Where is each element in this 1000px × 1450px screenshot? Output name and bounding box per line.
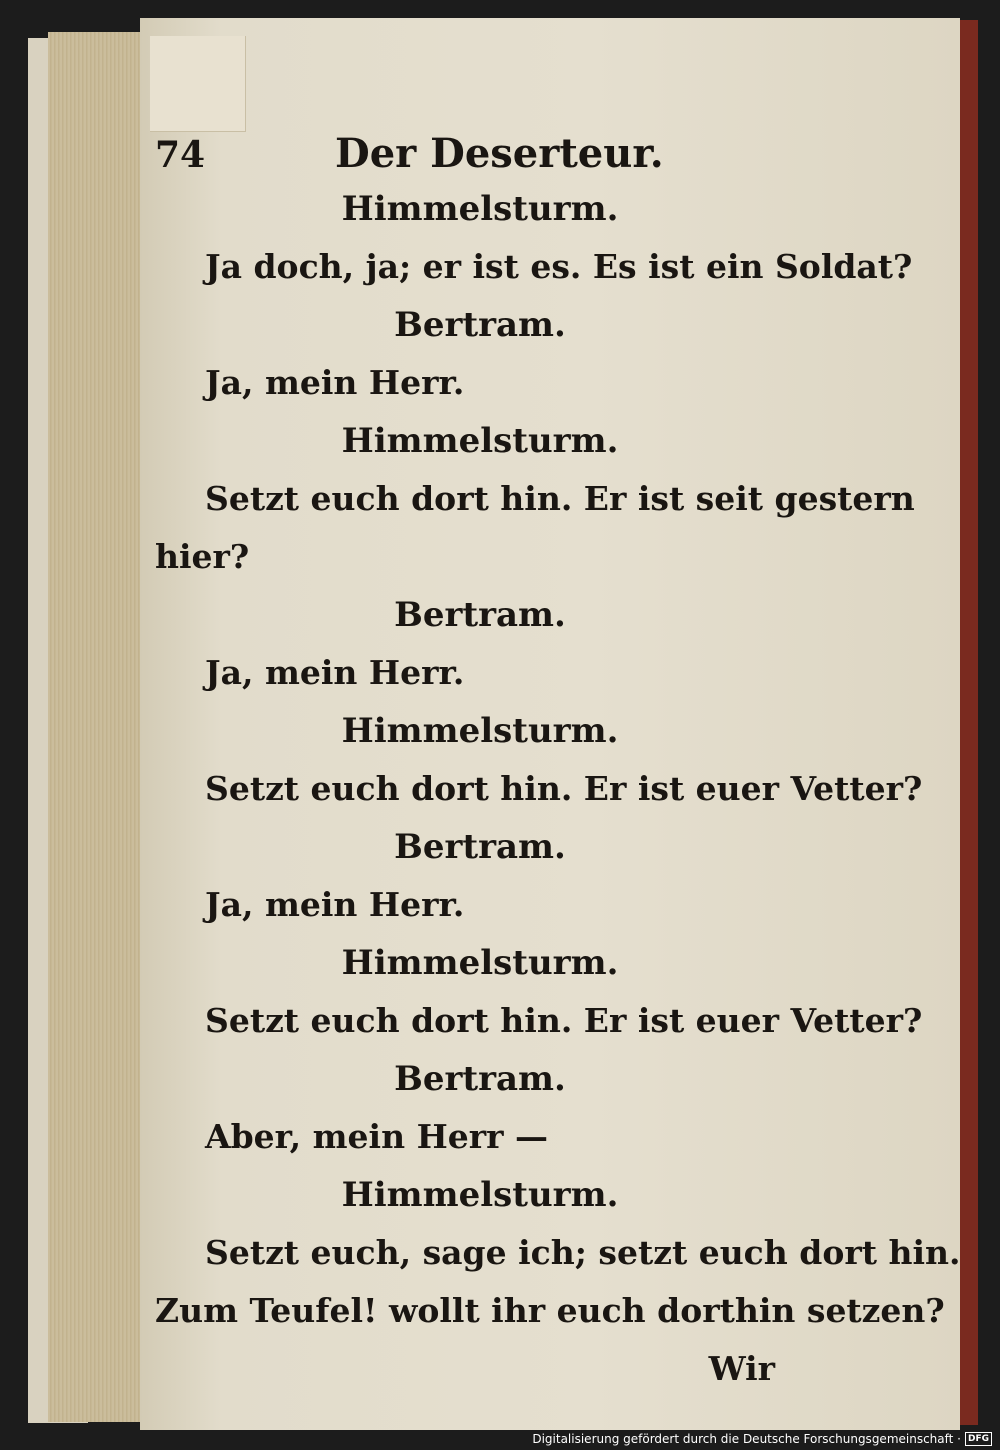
- speaker-heading: Himmelsturm.: [341, 943, 619, 983]
- digitization-credit: [532, 1432, 992, 1446]
- speaker-heading: Bertram.: [394, 827, 566, 867]
- dialogue-line: Zum Teufel! wollt ihr euch dorthin setzen?: [155, 1291, 945, 1330]
- dialogue-line: Setzt euch dort hin. Er ist euer Vetter?: [205, 769, 923, 808]
- credit-text: Digitalisierung gefördert durch die Deutsche Forschungsgemeinschaft ·: [532, 1432, 961, 1446]
- page-edges: [48, 32, 148, 1422]
- dialogue-line: Ja, mein Herr.: [205, 653, 465, 692]
- dialogue-line: Ja, mein Herr.: [205, 363, 465, 402]
- speaker-heading: Himmelsturm.: [341, 1175, 619, 1215]
- speaker-heading: Bertram.: [394, 1059, 566, 1099]
- running-title: Der Deserteur.: [335, 130, 664, 177]
- dialogue-line: Setzt euch dort hin. Er ist euer Vetter?: [205, 1001, 923, 1040]
- page-corner-patch: [150, 36, 246, 132]
- speaker-heading: Himmelsturm.: [341, 711, 619, 751]
- dialogue-line: Ja, mein Herr.: [205, 885, 465, 924]
- dialogue-line: Ja doch, ja; er ist es. Es ist ein Soldat?: [205, 247, 913, 286]
- page-text: [155, 120, 961, 1398]
- speaker-heading: Himmelsturm.: [341, 189, 619, 229]
- facing-page-edge: [960, 20, 978, 1425]
- speaker-heading: Himmelsturm.: [341, 421, 619, 461]
- play-text: [155, 180, 961, 1398]
- catchword: Wir: [708, 1349, 775, 1388]
- dialogue-line: hier?: [155, 537, 250, 576]
- dialogue-line: Aber, mein Herr —: [205, 1117, 549, 1156]
- dialogue-line: Setzt euch, sage ich; setzt euch dort hin.: [205, 1233, 961, 1272]
- page-number: 74: [155, 134, 206, 176]
- dfg-logo: DFG: [965, 1432, 992, 1446]
- speaker-heading: Bertram.: [394, 305, 566, 345]
- speaker-heading: Bertram.: [394, 595, 566, 635]
- running-head: [155, 120, 775, 180]
- dialogue-line: Setzt euch dort hin. Er ist seit gestern: [205, 479, 915, 518]
